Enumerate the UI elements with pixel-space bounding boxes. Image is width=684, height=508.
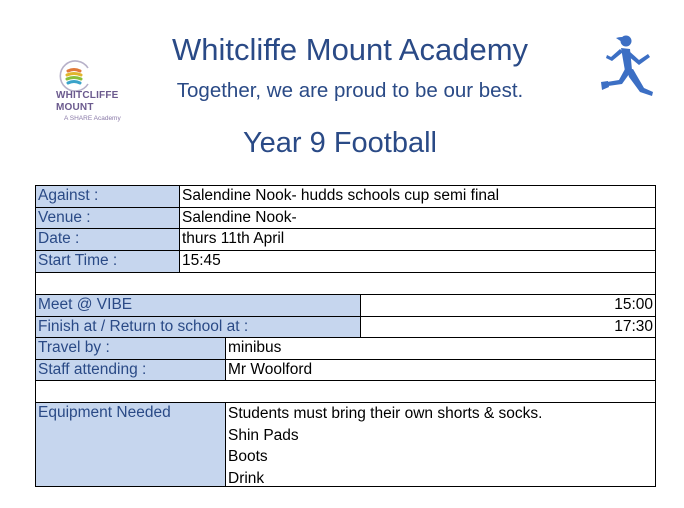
school-motto: Together, we are proud to be our best.	[176, 79, 524, 102]
school-logo	[48, 60, 144, 124]
equipment-label: Equipment Needed	[36, 402, 225, 486]
venue-label: Venue :	[36, 207, 179, 228]
runner-icon	[592, 34, 656, 109]
logo-line-1: WHITCLIFFE	[56, 90, 119, 101]
date-label: Date :	[36, 228, 179, 250]
staff-label: Staff attending :	[36, 359, 225, 380]
equipment-item: Boots	[228, 448, 268, 465]
date-value: thurs 11th April	[179, 228, 655, 250]
against-value: Salendine Nook- hudds schools cup semi final	[179, 186, 655, 207]
spacer-row	[36, 272, 655, 294]
equipment-item: Students must bring their own shorts & socks.	[228, 405, 543, 422]
spacer-row	[36, 380, 655, 402]
logo-swirl-icon	[54, 60, 94, 92]
finish-time: 17:30	[360, 316, 655, 337]
travel-value: minibus	[225, 337, 655, 359]
fixture-table	[35, 185, 656, 487]
equipment-item: Drink	[228, 469, 265, 486]
against-label: Against :	[36, 186, 179, 207]
meet-label: Meet @ VIBE	[36, 294, 360, 316]
logo-tagline: A SHARE Academy	[64, 115, 121, 122]
start-time-value: 15:45	[179, 250, 655, 272]
venue-value: Salendine Nook-	[179, 207, 655, 228]
equipment-list	[225, 402, 655, 486]
school-name: Whitcliffe Mount Academy	[171, 32, 529, 67]
finish-label: Finish at / Return to school at :	[36, 316, 360, 337]
logo-line-2: MOUNT	[56, 102, 94, 113]
meet-time: 15:00	[360, 294, 655, 316]
travel-label: Travel by :	[36, 337, 225, 359]
equipment-item: Shin Pads	[228, 426, 299, 444]
staff-value: Mr Woolford	[225, 359, 655, 380]
start-time-label: Start Time :	[36, 250, 179, 272]
page-title: Year 9 Football	[242, 127, 437, 159]
